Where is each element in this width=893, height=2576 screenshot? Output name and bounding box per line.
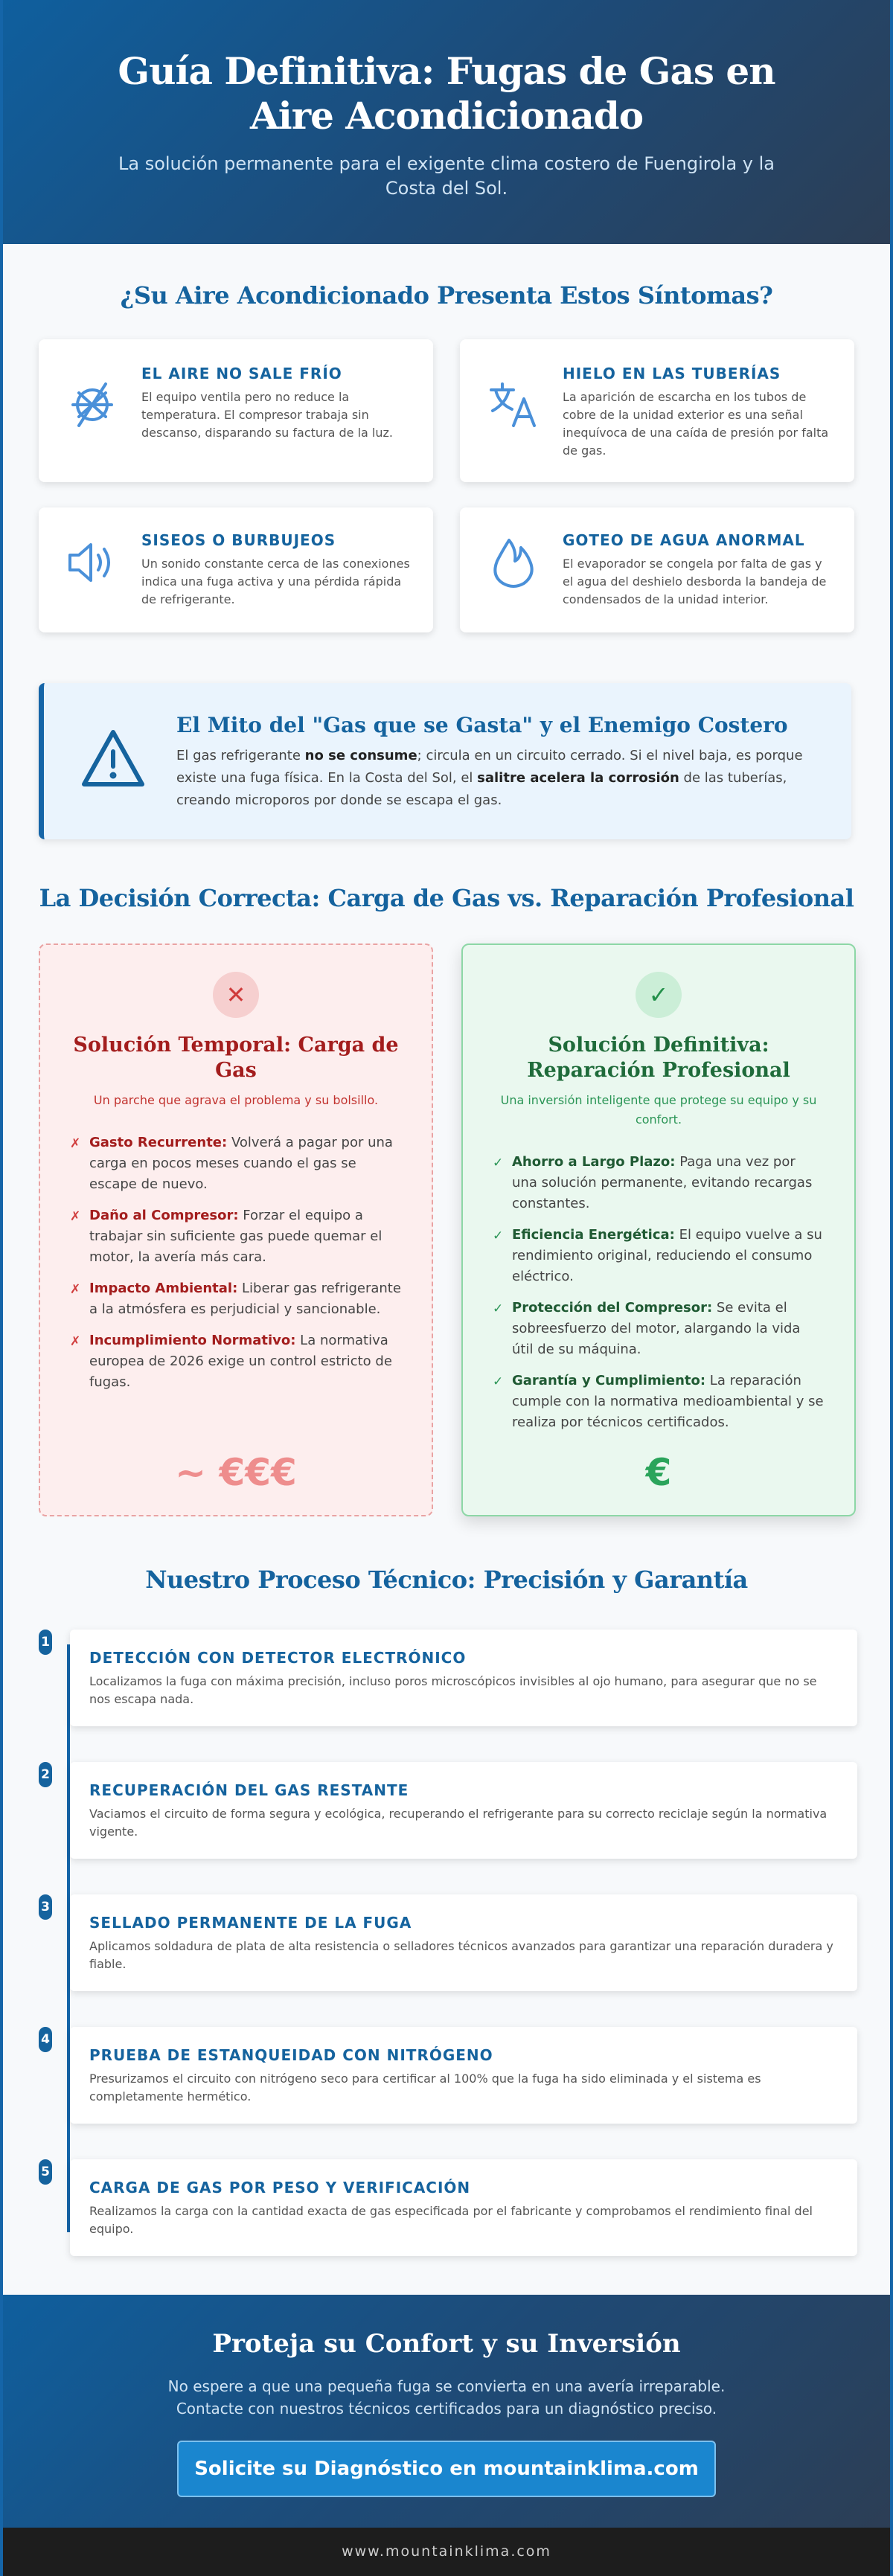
speaker-icon <box>65 536 119 589</box>
step-title: PRUEBA DE ESTANQUEIDAD CON NITRÓGENO <box>89 2046 493 2064</box>
step-text: Aplicamos soldadura de plata de alta resistencia o selladores técnicos avanzados para garantizar una reparación duradera y fiable. <box>89 1939 833 1971</box>
list-item: ✓ Eficiencia Energética: El equipo vuelve a su rendimiento original, reduciendo el consumo eléctrico. <box>493 1227 822 1284</box>
drop-icon <box>487 536 540 589</box>
warning-icon <box>80 726 147 793</box>
step-card <box>70 2159 857 2256</box>
myth-title: El Mito del "Gas que se Gasta" y el Enemigo Costero <box>176 713 788 737</box>
comparison-heading: La Decisión Correcta: Carga de Gas vs. Reparación Profesional <box>39 884 854 912</box>
process-step <box>39 1630 857 1762</box>
symptoms-heading: ¿Su Aire Acondicionado Presenta Estos Síntomas? <box>120 281 773 310</box>
cross-icon: ✗ <box>70 1334 81 1349</box>
symptom-title: EL AIRE NO SALE FRÍO <box>141 365 342 382</box>
call-to-action <box>3 2295 890 2528</box>
comparison-section <box>3 839 890 1516</box>
check-icon: ✓ <box>636 972 682 1018</box>
step-title: DETECCIÓN CON DETECTOR ELECTRÓNICO <box>89 1649 467 1667</box>
symptom-text: El equipo ventila pero no reduce la temperatura. El compresor trabaja sin descanso, disparando su factura de la luz. <box>141 390 393 440</box>
list-item: ✓ Protección del Compresor: Se evita el sobreesfuerzo del motor, alargando la vida útil de su máquina. <box>493 1300 801 1357</box>
close-icon: ✕ <box>213 972 259 1018</box>
drawbacks-list <box>70 1132 402 1393</box>
symptom-card <box>39 507 433 632</box>
list-item: ✗ Incumplimiento Normativo: La normativa europea de 2026 exige un control estricto de fugas. <box>70 1333 392 1390</box>
check-icon: ✓ <box>493 1156 504 1170</box>
check-icon: ✓ <box>493 1228 504 1243</box>
cross-icon: ✗ <box>70 1282 81 1297</box>
process-section <box>3 1516 890 2292</box>
check-icon: ✓ <box>493 1374 504 1389</box>
process-step <box>39 2027 857 2159</box>
hero-header <box>3 0 890 244</box>
symptom-text: El evaporador se congela por falta de gas y el agua del deshielo desborda la bandeja de condensados de la unidad interior. <box>563 557 827 606</box>
symptom-title: GOTEO DE AGUA ANORMAL <box>563 531 805 549</box>
temporary-solution-subtitle: Un parche que agrava el problema y su bolsillo. <box>93 1093 379 1107</box>
definitive-solution-subtitle: Una inversión inteligente que protege su equipo y su confort. <box>500 1093 817 1127</box>
request-diagnosis-button[interactable]: Solicite su Diagnóstico en mountainklima.com <box>177 2441 716 2497</box>
step-title: CARGA DE GAS POR PESO Y VERIFICACIÓN <box>89 2179 471 2197</box>
step-text: Presurizamos el circuito con nitrógeno seco para certificar al 100% que la fuga ha sido eliminada y el sistema es completamente hermético. <box>89 2072 761 2104</box>
step-text: Vaciamos el circuito de forma segura y ecológica, recuperando el refrigerante para su correcto reciclaje según la normativa vigente. <box>89 1807 828 1839</box>
benefits-list <box>493 1152 825 1433</box>
step-card <box>70 2027 857 2124</box>
step-number: 2 <box>39 1762 52 1787</box>
list-item: ✗ Impacto Ambiental: Liberar gas refrigerante a la atmósfera es perjudicial y sancionable. <box>70 1281 401 1317</box>
cta-text: No espere a que una pequeña fuga se convierta en una avería irreparable. Contacte con nuestros técnicos certificados para un diagnóstico preciso. <box>167 2377 726 2418</box>
cost-indicator: ~ €€€ <box>175 1451 297 1494</box>
symptom-card <box>460 339 854 482</box>
process-step <box>39 1762 857 1894</box>
definitive-solution-title: Solución Definitiva: Reparación Profesional <box>527 1034 790 1082</box>
check-icon: ✓ <box>493 1301 504 1316</box>
step-card <box>70 1630 857 1726</box>
process-heading: Nuestro Proceso Técnico: Precisión y Garantía <box>145 1566 748 1594</box>
process-step <box>39 2159 857 2292</box>
step-number: 5 <box>39 2159 52 2185</box>
myth-text: El gas refrigerante no se consume; circula en un circuito cerrado. Si el nivel baja, es porque existe una fuga física. En la Costa del Sol, el salitre acelera la corrosión de las tuberías, creando microporos por donde se escapa el gas. <box>176 748 803 808</box>
step-title: RECUPERACIÓN DEL GAS RESTANTE <box>89 1781 409 1799</box>
process-step <box>39 1894 857 2027</box>
step-text: Localizamos la fuga con máxima precisión, incluso poros microscópicos invisibles al ojo humano, para asegurar que no se nos escapa nada. <box>89 1674 817 1706</box>
symptoms-grid <box>39 339 890 632</box>
step-number: 4 <box>39 2027 52 2052</box>
list-item: ✗ Gasto Recurrente: Volverá a pagar por una carga en pocos meses cuando el gas se escape de nuevo. <box>70 1135 393 1192</box>
list-item: ✓ Garantía y Cumplimiento: La reparación cumple con la normativa medioambiental y se realiza por técnicos certificados. <box>493 1373 824 1430</box>
definitive-solution-card <box>461 943 856 1516</box>
step-number: 1 <box>39 1630 52 1655</box>
footer <box>3 2528 890 2576</box>
step-text: Realizamos la carga con la cantidad exacta de gas especificada por el fabricante y comprobamos el rendimiento final del equipo. <box>89 2204 813 2236</box>
cost-indicator: € <box>645 1451 672 1494</box>
process-timeline <box>39 1630 857 2292</box>
symptom-text: Un sonido constante cerca de las conexiones indica una fuga activa y una pérdida rápida de refrigerante. <box>141 557 410 606</box>
page-subtitle: La solución permanente para el exigente clima costero de Fuengirola y la Costa del Sol. <box>118 153 775 199</box>
step-card <box>70 1762 857 1859</box>
step-number: 3 <box>39 1894 52 1920</box>
temporary-solution-title: Solución Temporal: Carga de Gas <box>73 1034 399 1082</box>
symptom-title: HIELO EN LAS TUBERÍAS <box>563 365 781 382</box>
step-card <box>70 1894 857 1991</box>
comparison-grid <box>39 943 890 1516</box>
footer-link[interactable]: www.mountainklima.com <box>342 2543 551 2560</box>
step-title: SELLADO PERMANENTE DE LA FUGA <box>89 1914 412 1932</box>
myth-callout <box>39 683 851 839</box>
symptom-card <box>39 339 433 482</box>
symptom-title: SISEOS O BURBUJEOS <box>141 531 336 549</box>
symptom-text: La aparición de escarcha en los tubos de cobre de la unidad exterior es una señal inequívoca de una caída de presión por falta de gas. <box>563 390 829 458</box>
symptom-card <box>460 507 854 632</box>
translate-icon <box>487 378 540 432</box>
list-item: ✗ Daño al Compresor: Forzar el equipo a trabajar sin suficiente gas puede quemar el motor, la avería más cara. <box>70 1208 383 1265</box>
symptoms-section <box>3 244 890 632</box>
cross-icon: ✗ <box>70 1209 81 1224</box>
cta-title: Proteja su Confort y su Inversión <box>212 2329 681 2359</box>
temporary-solution-card <box>39 943 433 1516</box>
page-title: Guía Definitiva: Fugas de Gas en Aire Acondicionado <box>118 49 775 138</box>
snowflake-off-icon <box>65 378 119 432</box>
cross-icon: ✗ <box>70 1136 81 1151</box>
list-item: ✓ Ahorro a Largo Plazo: Paga una vez por una solución permanente, evitando recargas constantes. <box>493 1154 813 1211</box>
